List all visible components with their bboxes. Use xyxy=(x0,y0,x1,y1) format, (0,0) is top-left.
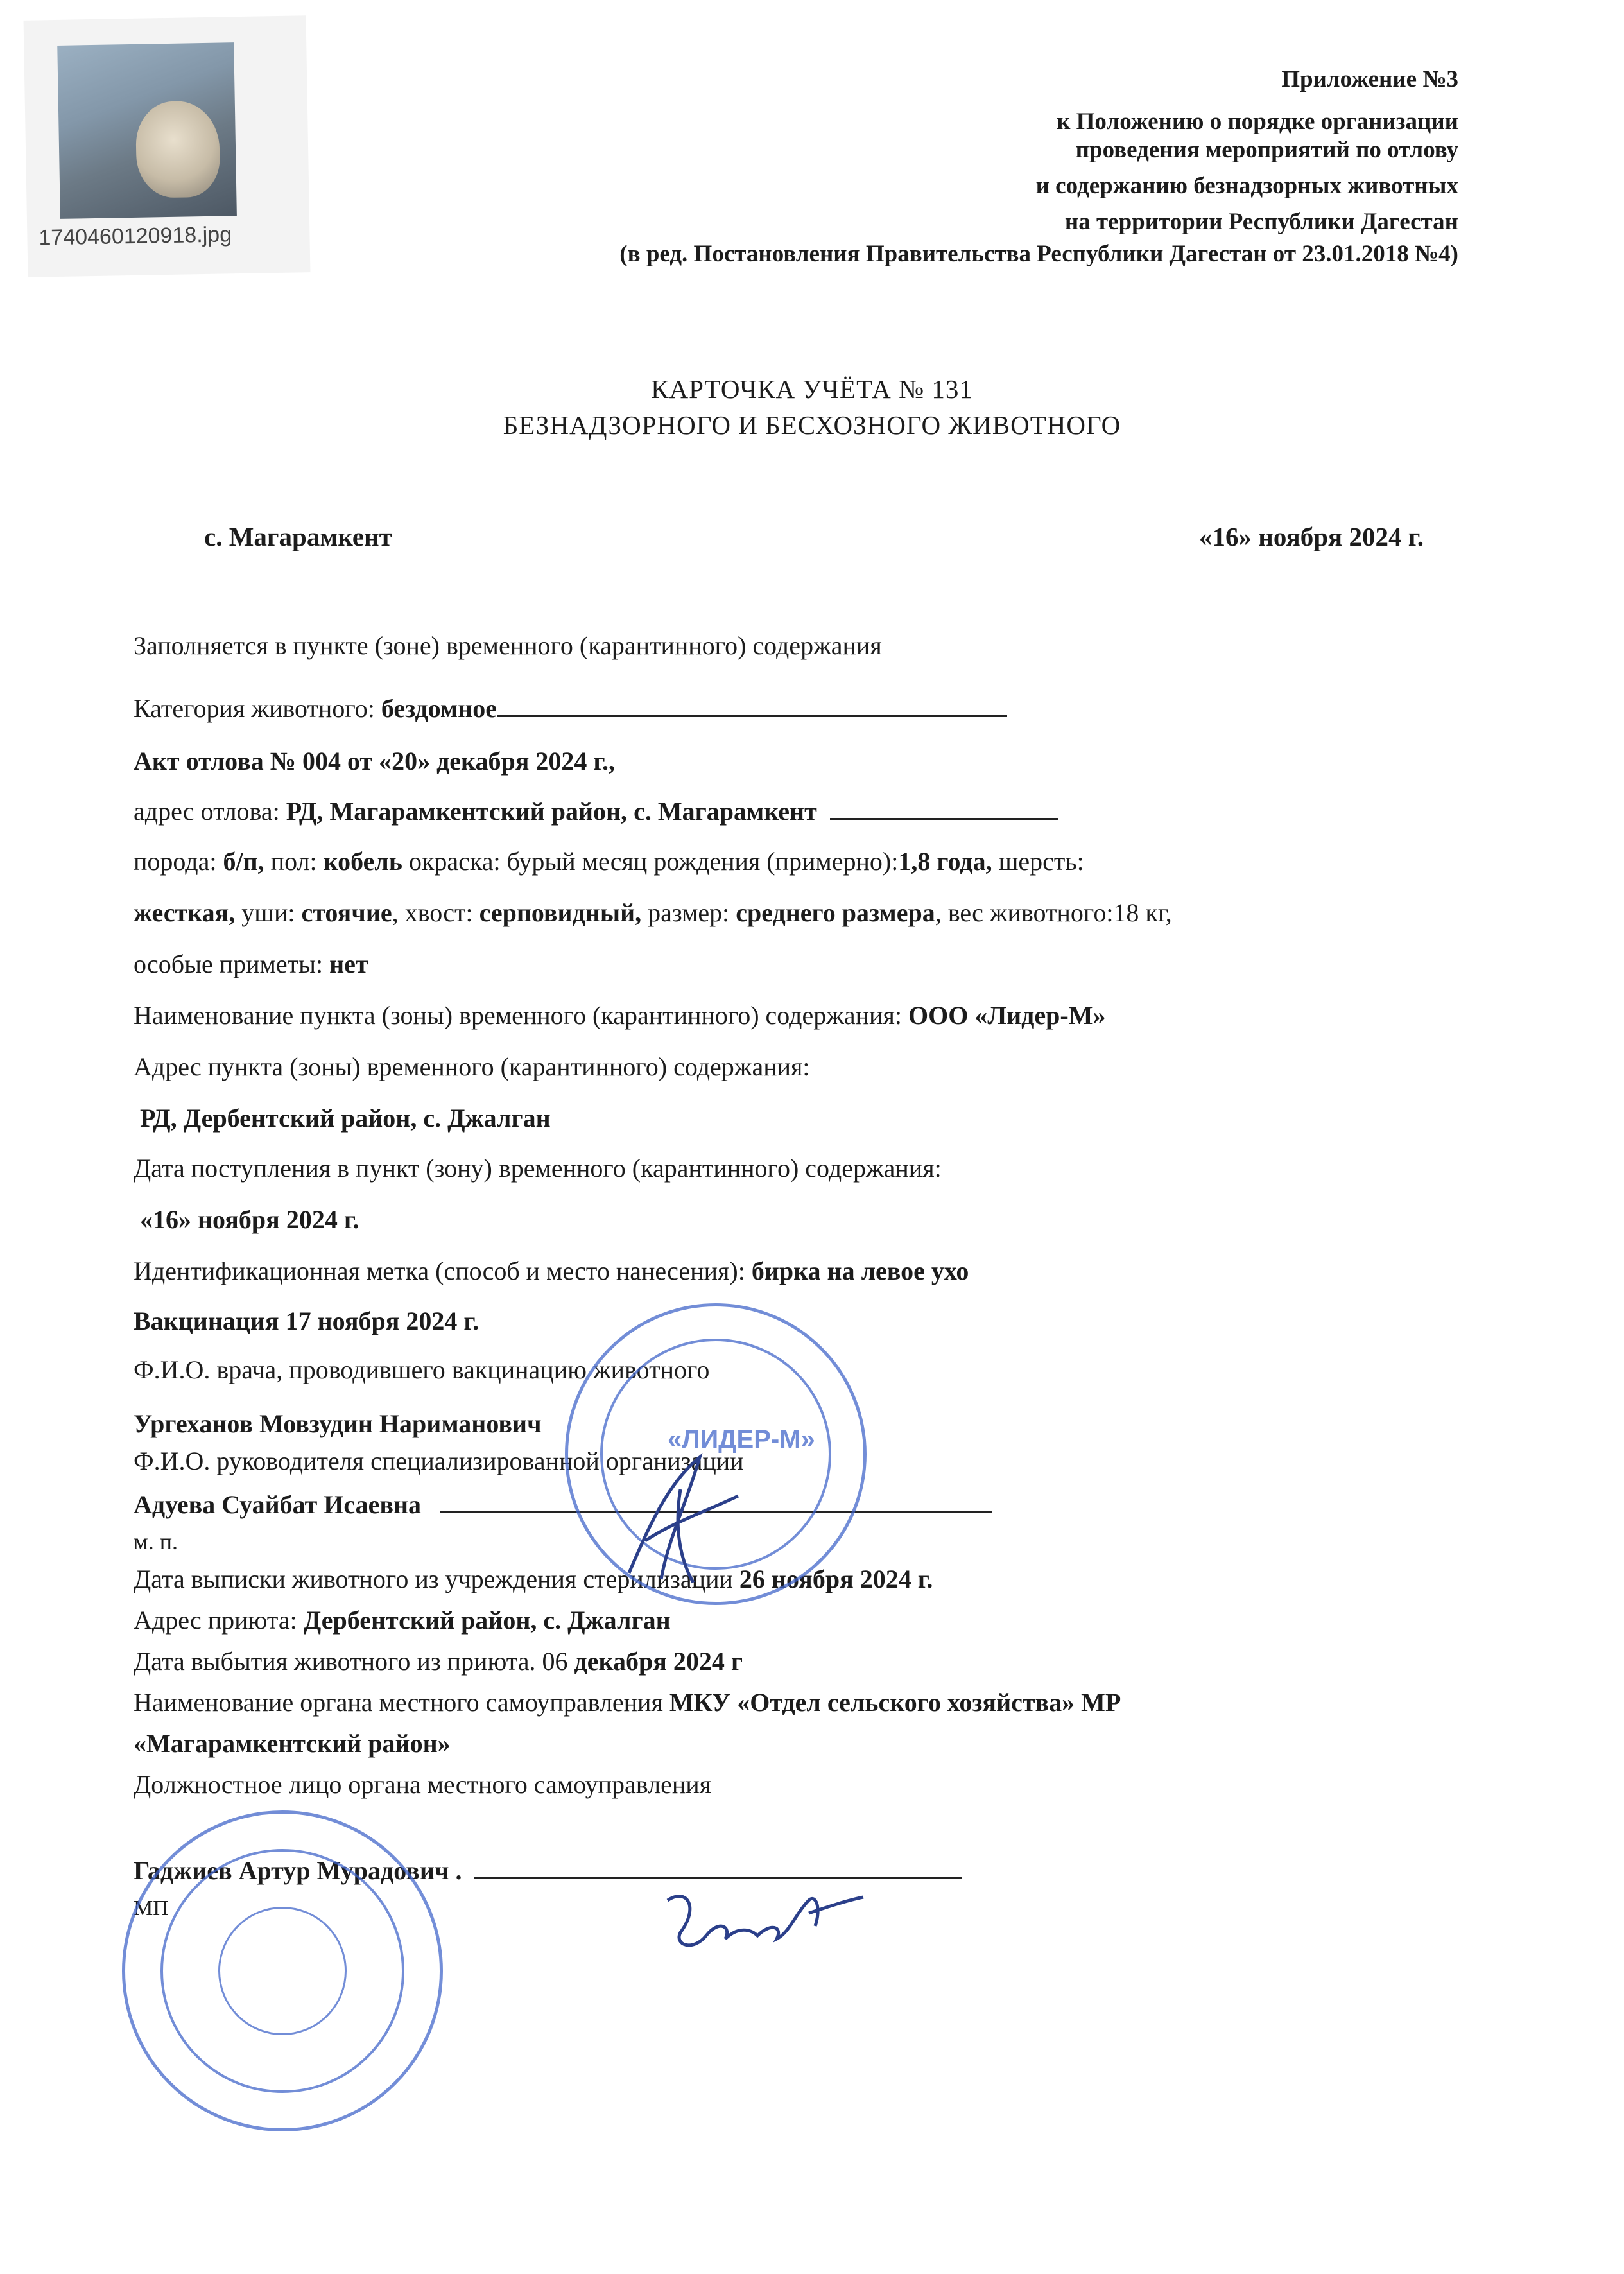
arrival-label: Дата поступления в пункт (зону) временного (карантинного) содержания: xyxy=(134,1154,942,1183)
category-value: бездомное xyxy=(381,694,497,723)
appearance-row xyxy=(134,898,1172,928)
marks-row xyxy=(134,949,368,979)
header-line-3: проведения мероприятий по отлову xyxy=(1075,137,1458,163)
place: с. Магарамкент xyxy=(204,522,392,551)
attached-photo xyxy=(24,15,311,277)
weight-label: , вес животного:18 кг, xyxy=(935,898,1172,927)
breed-row xyxy=(134,846,1084,876)
leave-row xyxy=(134,1646,743,1676)
stamp1-center: «ЛИДЕР-М» xyxy=(668,1425,815,1454)
address-label: адрес отлова: xyxy=(134,797,286,826)
tail-value: серповидный, xyxy=(479,898,642,927)
municipal-stamp xyxy=(122,1810,443,2131)
size-label: размер: xyxy=(641,898,736,927)
id-mark-label: Идентификационная метка (способ и место нанесения): xyxy=(134,1256,752,1285)
fur-value: жесткая, xyxy=(134,898,236,927)
gov-label: Наименование органа местного самоуправления xyxy=(134,1688,669,1717)
mp-stamp-place-2: МП xyxy=(134,1896,169,1920)
tail-label: , хвост: xyxy=(392,898,479,927)
facility-name-label: Наименование пункта (зоны) временного (карантинного) содержания: xyxy=(134,1001,908,1030)
age-value: 1,8 года, xyxy=(898,847,992,876)
official-name: Гаджиев Артур Мурадович . xyxy=(134,1856,462,1885)
catch-act: Акт отлова № 004 от «20» декабря 2024 г., xyxy=(134,747,616,776)
head-label: Ф.И.О. руководителя специализированной организации xyxy=(134,1446,744,1475)
card-subtitle: БЕЗНАДЗОРНОГО И БЕСХОЗНОГО ЖИВОТНОГО xyxy=(503,410,1121,440)
shelter-label: Адрес приюта: xyxy=(134,1606,304,1635)
vaccination: Вакцинация 17 ноября 2024 г. xyxy=(134,1306,479,1335)
head-name: Адуева Суайбат Исаевна xyxy=(134,1490,422,1519)
card-title: КАРТОЧКА УЧЁТА № 131 xyxy=(651,374,973,404)
header-line-2: к Положению о порядке организации xyxy=(1057,108,1458,135)
gov-row xyxy=(134,1687,1121,1717)
breed-label: порода: xyxy=(134,847,223,876)
signature-official xyxy=(661,1875,867,1971)
breed-value: б/п, xyxy=(223,847,264,876)
vet-name: Ургеханов Мовзудин Нариманович xyxy=(134,1409,542,1438)
leave-value: декабря 2024 г xyxy=(574,1647,743,1676)
color-label: окраска: бурый месяц рождения (примерно): xyxy=(402,847,899,876)
marks-label: особые приметы: xyxy=(134,950,330,978)
id-mark-row xyxy=(134,1256,969,1286)
sex-value: кобель xyxy=(323,847,402,876)
header-line-5: на территории Республики Дагестан xyxy=(1064,209,1458,235)
category-row xyxy=(134,692,1007,724)
official-label: Должностное лицо органа местного самоуправления xyxy=(134,1770,712,1799)
header-line-4: и содержанию безнадзорных животных xyxy=(1035,173,1458,199)
catch-address-row xyxy=(134,795,1058,826)
marks-value: нет xyxy=(329,950,368,978)
gov-district: «Магарамкентский район» xyxy=(134,1729,451,1758)
category-label: Категория животного: xyxy=(134,694,381,723)
id-mark-value: бирка на левое ухо xyxy=(751,1256,969,1285)
facility-name-value: ООО «Лидер-М» xyxy=(908,1001,1106,1030)
leave-label: Дата выбытия животного из приюта. 06 xyxy=(134,1647,574,1676)
gov-value: МКУ «Отдел сельского хозяйства» МР xyxy=(669,1688,1121,1717)
ears-label: уши: xyxy=(235,898,302,927)
facility-address-value: РД, Дербентский район, с. Джалган xyxy=(140,1104,551,1133)
discharge-label: Дата выписки животного из учреждения стерилизации xyxy=(134,1565,739,1593)
signature-head xyxy=(591,1432,757,1599)
address-value: РД, Магарамкентский район, с. Магарамкент xyxy=(286,797,817,826)
discharge-value: 26 ноября 2024 г. xyxy=(739,1565,933,1593)
dog-photo-image xyxy=(57,42,237,219)
sex-label: пол: xyxy=(264,847,324,876)
arrival-value: «16» ноября 2024 г. xyxy=(140,1205,359,1234)
ears-value: стоячие xyxy=(301,898,392,927)
vet-label: Ф.И.О. врача, проводившего вакцинацию животного xyxy=(134,1355,710,1384)
shelter-value: Дербентский район, с. Джалган xyxy=(303,1606,671,1635)
head-row xyxy=(134,1488,992,1520)
header-line-6: (в ред. Постановления Правительства Республики Дагестан от 23.01.2018 №4) xyxy=(619,241,1458,267)
size-value: среднего размера xyxy=(736,898,935,927)
facility-address-label: Адрес пункта (зоны) временного (карантинного) содержания: xyxy=(134,1052,810,1081)
card-date: «16» ноября 2024 г. xyxy=(1198,522,1424,551)
facility-name-row xyxy=(134,1000,1105,1030)
shelter-row xyxy=(134,1605,671,1635)
fur-label: шерсть: xyxy=(992,847,1084,876)
filled-in-note: Заполняется в пункте (зоне) временного (карантинного) содержания xyxy=(134,631,882,660)
mp-stamp-place-1: м. п. xyxy=(134,1529,178,1554)
photo-filename: 1740460120918.jpg xyxy=(39,222,232,250)
header-appendix: Приложение №3 xyxy=(1281,66,1458,92)
